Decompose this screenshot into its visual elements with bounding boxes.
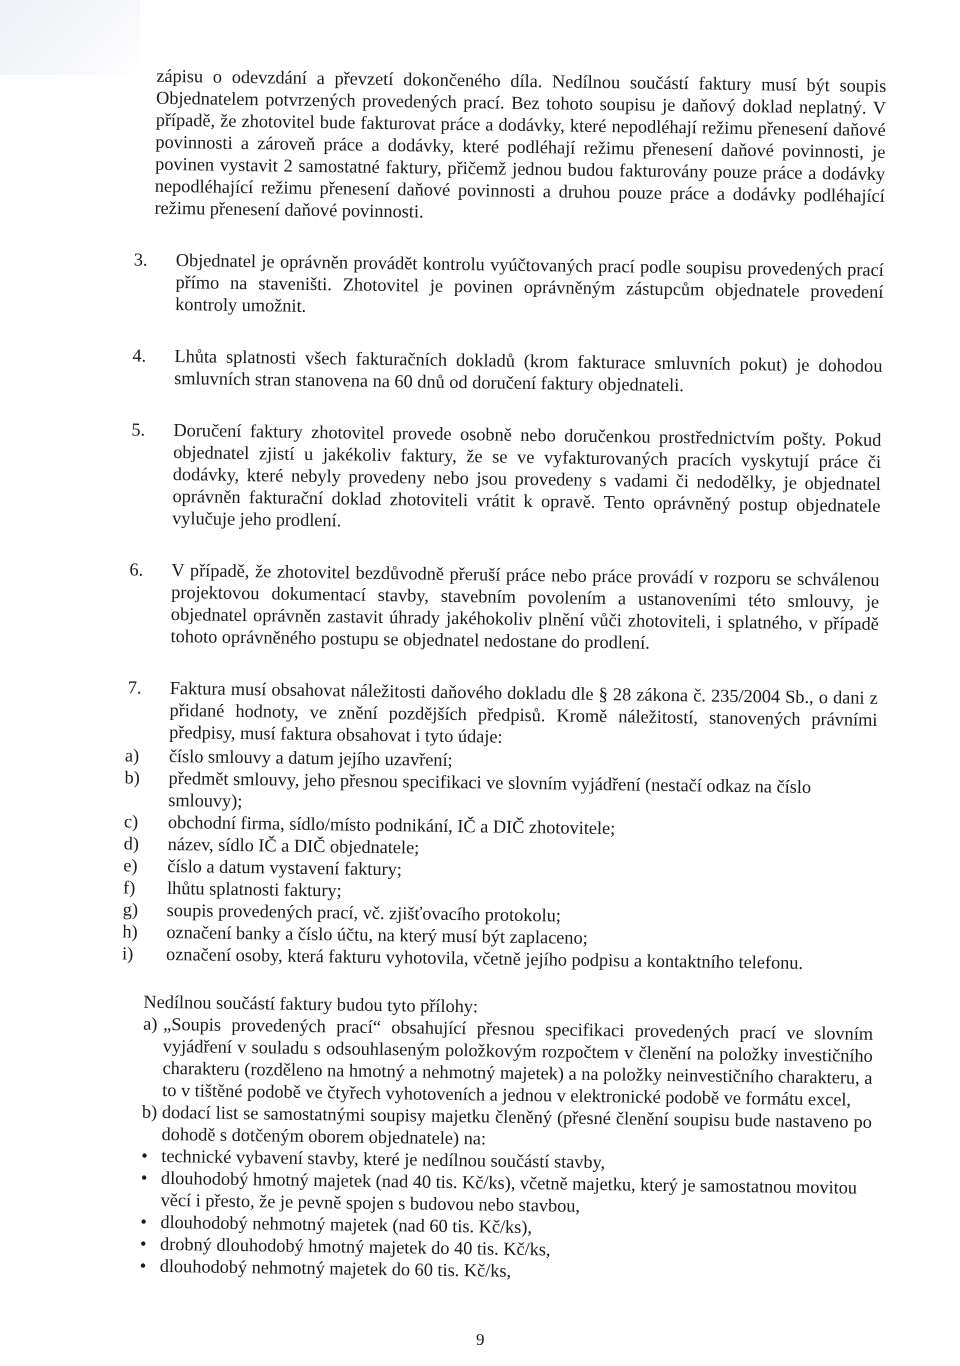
attachment-item-text: „Soupis provedených prací“ obsahující přesnou specifikaci provedených prací ve slovním vyjádření v souladu s odsouhlaseným položkovým rozpočtem v členění na položky investičního charakteru (rozděleno na hmotný a nehmotný majetek) a na položky neinvestičního charakteru, a to v tištěné podobě ve čtyřech vyhotoveních a jednou v elektronické podobě ve formátu excel,	[162, 1013, 874, 1110]
bullet-icon: •	[140, 1167, 148, 1188]
clause-number: 7.	[127, 677, 142, 698]
clause-number: 5.	[131, 419, 146, 440]
bullet-text: dlouhodobý nehmotný majetek (nad 60 tis. Kč/ks),	[160, 1211, 533, 1238]
list-item-text: název, sídlo IČ a DIČ objednatele;	[167, 833, 420, 858]
clause-3	[133, 249, 884, 325]
bullet-icon: •	[141, 1145, 148, 1166]
clause-number: 4.	[132, 345, 147, 366]
attachment-item-text: dodací list se samostatnými soupisy majetku členěný (přesné členění soupisu bude nastaveno po dohodě s dotčeným oborem objednatele) na:	[161, 1101, 873, 1149]
invoice-requirements-list	[122, 745, 877, 975]
attachment-item-label: a)	[143, 1013, 158, 1034]
list-item-label: e)	[123, 855, 138, 876]
list-item-label: f)	[122, 877, 136, 898]
list-item-label: d)	[123, 833, 140, 854]
clause-text: Doručení faktury zhotovitel provede osobně nebo doručenkou prostřednictvím pošty. Pokud objednatel zjistí u jakékoliv faktury, že se ve vyfakturovaných pracích vyskytují práce či dodávky, které nebyly provedeny nebo jsou provedeny s vadami či nedodělky, je objednatel oprávněn fakturační doklad zhotoviteli vrátit k opravě. Tento oprávněný postup objednatele vylučuje jeho prodlení.	[172, 420, 882, 531]
bullet-icon: •	[140, 1211, 147, 1232]
clause-7	[127, 677, 878, 753]
bullet-icon: •	[139, 1255, 147, 1276]
list-item-text: číslo smlouvy a datum jejího uzavření;	[168, 746, 453, 770]
clause-number: 3.	[133, 249, 148, 270]
list-item-text: soupis provedených prací, vč. zjišťovacího protokolu;	[166, 899, 562, 926]
list-item-label: g)	[122, 899, 139, 920]
clause-text: V případě, že zhotovitel bezdůvodně přeruší práce nebo práce provádí v rozporu se schválenou projektovou dokumentací stavby, stavebním povolením a ustanoveními této smlouvy, je objednatel oprávněn zastavit úhrady jakéhokoliv plnění vůči zhotoviteli, i splatného, v případě tohoto oprávněného postupu se objednatel nedostane do prodlení.	[170, 560, 880, 653]
list-item-label: i)	[122, 943, 134, 964]
asset-category-list	[140, 1145, 872, 1287]
list-item-label: b)	[124, 767, 140, 788]
attachment-item	[142, 1013, 873, 1111]
bullet-icon: •	[139, 1233, 147, 1254]
page-number: 9	[476, 1330, 485, 1349]
list-item-label: h)	[122, 921, 138, 942]
list-item-text: označení osoby, která fakturu vyhotovila, včetně jejího podpisu a kontaktního telefonu.	[165, 943, 804, 973]
list-item-text: označení banky a číslo účtu, na který musí být zaplaceno;	[166, 921, 588, 948]
list-item-text: číslo a datum vystavení faktury;	[167, 855, 403, 880]
bullet-text: technické vybavení stavby, které je nedílnou součástí stavby,	[161, 1145, 606, 1173]
clause-text: Lhůta splatnosti všech fakturačních dokladů (krom fakturace smluvních pokut) je dohodou smluvních stran stanovena na 60 dnů od doručení faktury objednateli.	[174, 346, 883, 396]
list-item-label: c)	[123, 811, 139, 832]
intro-paragraph: zápisu o odevzdání a převzetí dokončeného díla. Nedílnou součástí faktury musí být soupis Objednatelem potvrzených provedených prací. Bez tohoto soupisu je daňový doklad neplatný. V případě, že zhotovitel bude fakturovat práce a dodávky, které nepodléhají režimu přenesení daňové povinnosti a zároveň práce a dodávky, které podléhají režimu přenesení daňové povinnosti, je povinen vystavit 2 samostatné faktury, přičemž jednou budou fakturovány pouze práce a dodávky nepodléhající režimu přenesení daňové povinnosti a druhou pouze práce a dodávky podléhající režimu přenesení daňové povinnosti.	[154, 65, 887, 222]
clause-number: 6.	[129, 559, 144, 580]
clause-text: Faktura musí obsahovat náležitosti daňového dokladu dle § 28 zákona č. 235/2004 Sb., o dani z přidané hodnoty, ve znění pozdějších předpisů. Kromě náležitostí, stanovených právními předpisy, musí faktura obsahovat i tyto údaje:	[169, 678, 878, 747]
clause-5	[131, 419, 882, 539]
attachments-intro: Nedílnou součástí faktury budou tyto přílohy:	[143, 991, 479, 1017]
clause-text: Objednatel je oprávněn provádět kontrolu vyúčtovaných prací podle soupisu provedených prací přímo na staveništi. Zhotovitel je povinen oprávněným zástupcům objednatele provedení kontroly umožnit.	[175, 250, 884, 316]
attachments-section	[140, 991, 874, 1287]
list-item-label: a)	[124, 745, 140, 766]
bullet-text: dlouhodobý hmotný majetek (nad 40 tis. Kč/ks), včetně majetku, který je samostatnou movitou věcí i přesto, že je pevně spojen s budovou nebo stavbou,	[160, 1167, 858, 1216]
bullet-text: drobný dlouhodobý hmotný majetek do 40 tis. Kč/ks,	[159, 1233, 551, 1260]
attachment-item-label: b)	[141, 1101, 158, 1122]
list-item-text: obchodní firma, sídlo/místo podnikání, IČ a DIČ zhotovitele;	[167, 811, 616, 839]
list-item-text: lhůtu splatnosti faktury;	[166, 877, 342, 901]
bullet-text: dlouhodobý nehmotný majetek do 60 tis. Kč/ks,	[159, 1255, 512, 1281]
list-item-text: předmět smlouvy, jeho přesnou specifikaci ve slovním vyjádření (nestačí odkaz na číslo smlouvy);	[168, 768, 812, 812]
clause-4	[132, 345, 883, 399]
clause-6	[129, 559, 880, 657]
